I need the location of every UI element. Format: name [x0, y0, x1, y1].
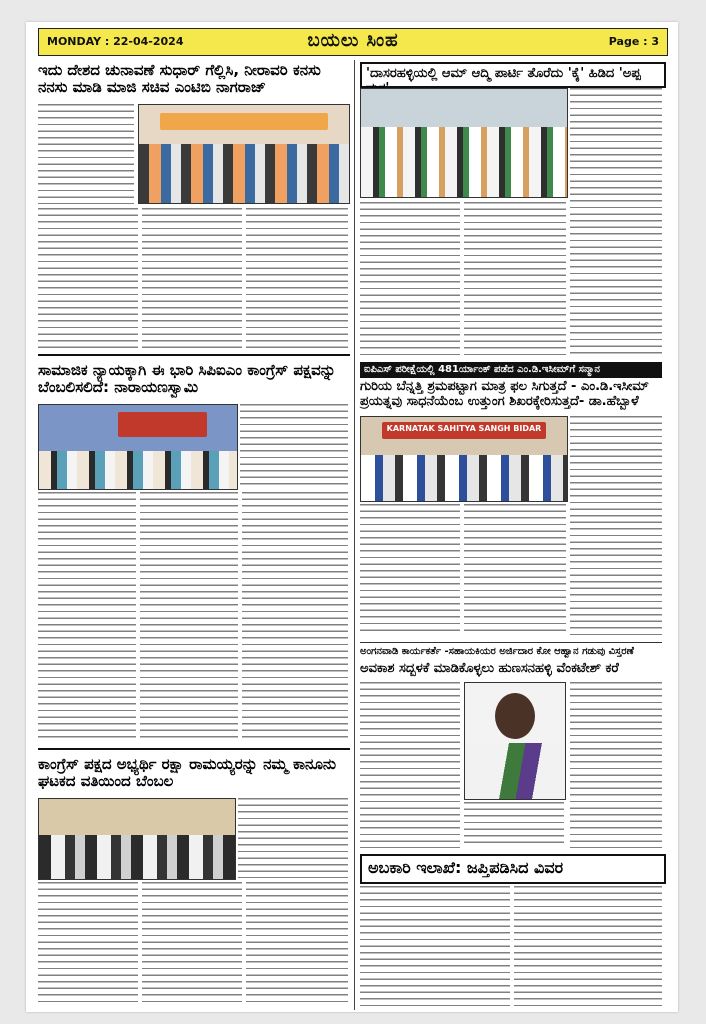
masthead-title: ಬಯಲು ಸಿಂಹ [307, 30, 399, 51]
article-separator [360, 642, 662, 643]
masthead [38, 28, 668, 56]
article-3-body-text-col2 [140, 492, 238, 742]
newspaper-page [26, 22, 678, 1012]
masthead-page-number: Page : 3 [608, 35, 659, 48]
article-4-body-text-col3 [570, 416, 662, 636]
article-2-headline-box [360, 62, 666, 88]
article-4-kicker: ಐಪಿಎಸ್ ಪರೀಕ್ಷೆಯಲ್ಲಿ 481ರ್ಯಾಂಕ್ ಪಡೆದ ಎಂ.ಡಿ.ಇಸೀಮ್‌ಗೆ ಸನ್ಮಾನ [360, 362, 662, 378]
article-5-body-text-col1 [360, 682, 460, 848]
article-4-banner-text: KARNATAK SAHITYA SANGH BIDAR [386, 424, 542, 434]
article-2-body-text-col3 [570, 88, 662, 358]
article-1-body-text-col1 [38, 208, 138, 348]
article-6-body-text-col1 [38, 882, 138, 1006]
article-3-body-text-col1 [38, 492, 136, 742]
article-4-body-text-col1 [360, 504, 460, 636]
article-1-photo [138, 104, 350, 204]
article-7-body-text-col1 [360, 886, 510, 1006]
article-3-headline: ಸಾಮಾಜಿಕ ನ್ಯಾಯಕ್ಕಾಗಿ ಈ ಭಾರಿ ಸಿಪಿಐಎಂ ಕಾಂಗ್ರೆಸ್ ಪಕ್ಷವನ್ನು ಬೆಂಬಲಿಸಲಿದೆ: ನಾರಾಯಣಸ್ವಾಮಿ [38, 361, 336, 397]
article-2-photo [360, 88, 568, 198]
article-7-body-text-col2 [514, 886, 662, 1006]
article-separator [38, 354, 350, 356]
article-7-headline-box [360, 854, 666, 884]
article-5-kicker: ಅಂಗನವಾಡಿ ಕಾರ್ಯಕರ್ತೆ -ಸಹಾಯಕಿಯರ ಅರ್ಜಿದಾರ ಕೋ ಆಹ್ವಾನ ಗಡುವು ವಿಸ್ತರಣೆ [360, 646, 634, 657]
article-6-body-text-side [238, 798, 348, 878]
article-2-body-text-col2 [464, 202, 566, 358]
article-6-body-text-col2 [142, 882, 242, 1006]
article-5-body-text-col3 [570, 682, 662, 848]
article-5-portrait-photo [464, 682, 566, 800]
article-1-body-text [38, 104, 134, 204]
column-divider [354, 60, 355, 1010]
article-1-body-text-col2 [142, 208, 242, 348]
article-6-body-text-col3 [246, 882, 348, 1006]
article-1-body-text-col3 [246, 208, 348, 348]
article-5-body-text-col2 [464, 802, 564, 848]
article-2-headline: 'ದಾಸರಹಳ್ಳಿಯಲ್ಲಿ ಆಮ್ ಆದ್ಮಿ ಪಾರ್ಟಿ ತೊರೆದು 'ಕೈ' ಹಿಡಿದ 'ಅಪ್ಪ [366, 66, 641, 81]
article-6-headline: ಕಾಂಗ್ರೆಸ್ ಪಕ್ಷದ ಅಭ್ಯರ್ಥಿ ರಕ್ಷಾ ರಾಮಯ್ಯರನ್ನು ನಮ್ಮ ಕಾನೂನು ಘಟಕದ ವತಿಯಿಂದ ಬೆಂಬಲ [38, 755, 337, 791]
article-3-photo [38, 404, 238, 490]
article-3-body-text-col3 [242, 492, 348, 742]
article-5-headline: ಅವಕಾಶ ಸದ್ಬಳಕೆ ಮಾಡಿಕೊಳ್ಳಲು ಹುಣಸನಹಳ್ಳಿ ವೆಂಕಟೇಶ್ ಕರೆ [360, 661, 619, 676]
article-7-headline: ಅಬಕಾರಿ ಇಲಾಖೆ: ಜಪ್ತಿಪಡಿಸಿದ ವಿವರ [368, 858, 564, 877]
article-4-photo [360, 416, 568, 502]
article-1-headline: ಇದು ದೇಶದ ಚುನಾವಣೆ ಸುಧಾರ್ ಗೆಲ್ಲಿಸಿ, ನೀರಾವರಿ ಕನಸು ನನಸು ಮಾಡಿ ಮಾಜಿ ಸಚಿವ ಎಂಟಿಬಿ ನಾಗರಾಜ್ [38, 61, 321, 97]
article-2-body-text-col1 [360, 202, 460, 358]
article-3-body-text-side [240, 404, 348, 488]
article-4-body-text-col2 [464, 504, 566, 636]
article-separator [38, 748, 350, 750]
article-6-photo [38, 798, 236, 880]
article-4-headline: ಗುರಿಯ ಬೆನ್ನತ್ತಿ ಶ್ರಮಪಟ್ಟಾಗ ಮಾತ್ರ ಫಲ ಸಿಗುತ್ತದೆ - ಎಂ.ಡಿ.ಇಸೀಮ್ ಪ್ರಯತ್ನವು ಸಾಧನೆಯೆಂಬ ಉತ್ತುಂಗ ಶಿಖರಕ್ಕೇರಿಸುತ್ತದೆ- ಡಾ.ಹೆಬ್ಬಾಳೆ [360, 379, 649, 409]
masthead-date: MONDAY : 22-04-2024 [47, 35, 184, 48]
